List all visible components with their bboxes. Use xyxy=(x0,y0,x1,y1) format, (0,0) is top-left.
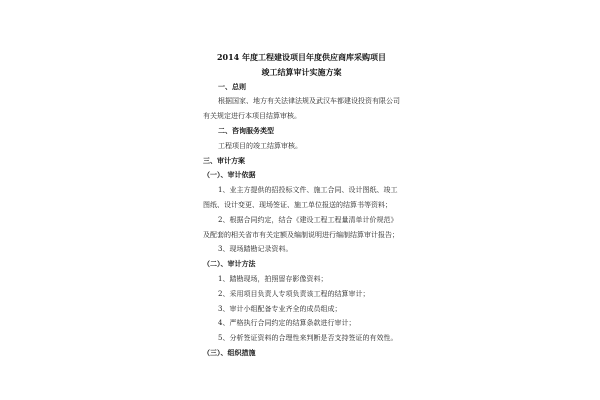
list-item: 2、采用项目负责人专项负责该工程的结算审计； xyxy=(218,289,370,298)
subsection-heading-audit-method: （二）、审计方法 xyxy=(203,259,256,269)
paragraph-line: 根据国家、地方有关法律法规及武汉车都建设投资有限公司 xyxy=(218,97,400,106)
document-title-line-1: 2014 年度工程建设项目年度供应商库采购项目 xyxy=(216,52,387,62)
paragraph-line: 3、现场踏勘记录资料。 xyxy=(218,245,293,254)
document-body xyxy=(203,50,400,361)
section-heading-audit-plan: 三、审计方案 xyxy=(203,155,245,165)
list-item: 4、严格执行合同约定的结算条款进行审计； xyxy=(218,319,356,328)
subsection-heading-audit-basis: （一）、审计依据 xyxy=(203,170,256,180)
paragraph-line: 2、根据合同约定，结合《建设工程工程量清单计价规范》 xyxy=(218,215,398,224)
paragraph-line: 及配套的相关省市有关定额及编制说明进行编制结算审计报告； xyxy=(203,230,399,239)
paragraph-line: 1、业主方提供的招投标文件、施工合同、设计图纸、竣工 xyxy=(218,186,398,195)
list-item: 5、分析签证资料的合理性来判断是否支持签证的有效性。 xyxy=(218,334,398,343)
paragraph-line: 图纸、设计变更、现场签证、施工单位报送的结算书等资料； xyxy=(203,200,392,209)
section-heading-service-type: 二、咨询服务类型 xyxy=(218,125,274,135)
paragraph-line: 工程项目的竣工结算审核。 xyxy=(218,141,302,150)
section-heading-general: 一、总则 xyxy=(218,81,246,91)
subsection-heading-organization: （三）、组织措施 xyxy=(203,347,256,357)
list-item: 3、审计小组配备专业齐全的成员组成； xyxy=(218,304,342,313)
paragraph-line: 有关规定进行本项目结算审核。 xyxy=(203,112,301,121)
list-item: 1、踏勘现场，拍照留存影像资料； xyxy=(218,274,328,283)
document-title-line-2: 竣工结算审计实施方案 xyxy=(261,66,342,77)
